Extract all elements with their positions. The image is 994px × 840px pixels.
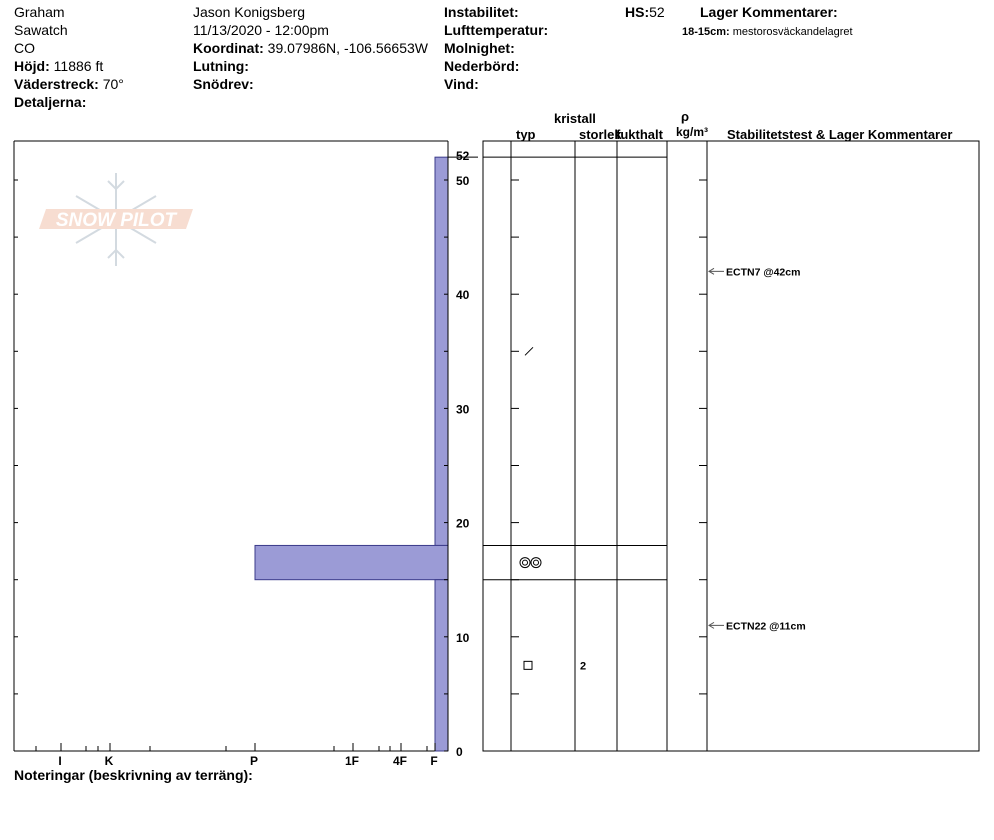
slope-label: Lutning:: [193, 58, 249, 74]
hardness-tick-label: 4F: [392, 754, 408, 768]
stability-test-label: ECTN22 @11cm: [726, 620, 806, 633]
hardness-tick-label: K: [104, 754, 114, 768]
layer-comments-label: Lager Kommentarer:: [700, 4, 838, 20]
stability-test-label: ECTN7 @42cm: [726, 266, 801, 279]
hardness-tick-label: 1F: [344, 754, 360, 768]
depth-tick-label: 20: [456, 516, 470, 531]
hardness-bar: [435, 580, 448, 751]
grain-symbol-outer-ring: [531, 558, 541, 568]
notes-label: Noteringar (beskrivning av terräng):: [14, 767, 253, 783]
faceted-grain-symbol: [524, 661, 532, 669]
precipitation-label: Nederbörd:: [444, 58, 520, 74]
rho-header: ρ: [681, 109, 690, 124]
type-header: typ: [516, 127, 536, 142]
details-label: Detaljerna:: [14, 94, 87, 110]
density-unit-header: kg/m³: [676, 125, 709, 139]
aspect-label: Väderstreck:: [14, 76, 99, 92]
grain-symbol-inner-ring: [523, 560, 528, 565]
grain-size-value: 2: [580, 660, 587, 673]
moisture-header: fukthalt: [616, 127, 663, 142]
grain-symbol-outer-ring: [520, 558, 530, 568]
snowpilot-watermark: [39, 173, 193, 266]
depth-tick-label: 50: [456, 174, 470, 188]
elevation-value: 11886 ft: [53, 58, 104, 74]
hardness-tick-label: F: [430, 754, 438, 768]
wind-label: Vind:: [444, 76, 479, 92]
observation-datetime: 11/13/2020 - 12:00pm: [193, 22, 329, 38]
layer-comment-text: mestorosväckandelagret: [732, 26, 853, 38]
depth-tick-label: 40: [456, 288, 470, 303]
observer-name: Jason Konigsberg: [193, 4, 306, 20]
hardness-bar: [255, 545, 448, 579]
aspect-value: 70°: [102, 76, 124, 92]
location-name: Graham: [14, 4, 65, 20]
hs-label: HS:: [625, 4, 650, 20]
watermark-text: SNOW PILOT: [55, 210, 177, 231]
depth-tick-label: 30: [456, 402, 470, 417]
depth-tick-label: 10: [456, 630, 470, 645]
depth-tick-label: 52: [456, 149, 470, 164]
state: CO: [14, 40, 35, 56]
hs-value: 52: [649, 4, 665, 20]
sky-cover-label: Molnighet:: [444, 40, 515, 56]
coordinate-value: 39.07986N, -106.56653W: [267, 40, 428, 56]
wind-loading-label: Snödrev:: [193, 76, 254, 92]
size-header: storlek: [579, 127, 622, 142]
mountain-range: Sawatch: [14, 22, 68, 38]
coordinate-label: Koordinat:: [193, 40, 264, 56]
decomposing-grain-symbol: [525, 347, 533, 355]
layer-comment-range: 18-15cm:: [682, 26, 730, 38]
stability-header: Stabilitetstest & Lager Kommentarer: [727, 127, 953, 142]
air-temperature-label: Lufttemperatur:: [444, 22, 549, 38]
grain-symbol-inner-ring: [534, 560, 539, 565]
hardness-tick-label: I: [58, 754, 62, 768]
crystal-header: kristall: [554, 111, 596, 126]
hardness-tick-label: P: [249, 754, 259, 768]
elevation-label: Höjd:: [14, 58, 50, 74]
layer-table-border: [483, 141, 979, 751]
depth-tick-label: 0: [456, 745, 463, 759]
instability-label: Instabilitet:: [444, 4, 519, 20]
